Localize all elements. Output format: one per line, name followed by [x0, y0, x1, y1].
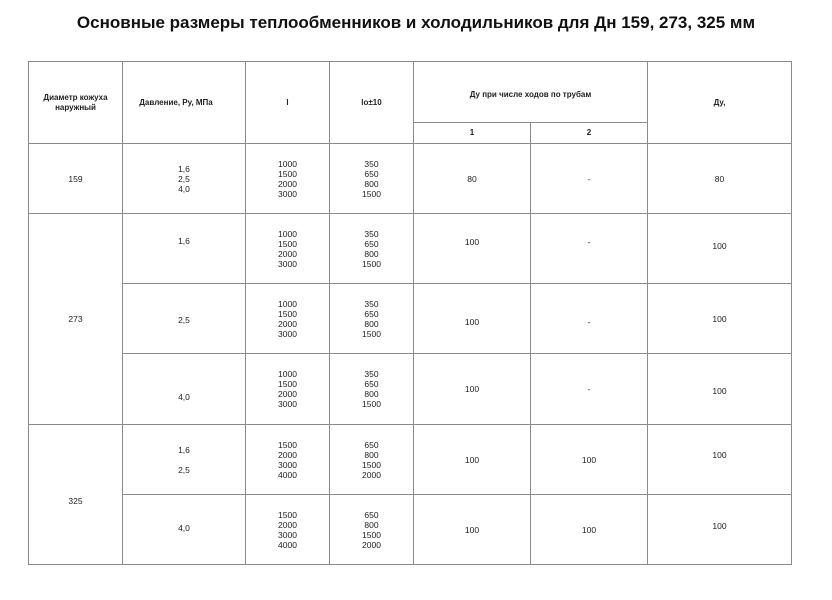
pressure-cell: 4,0: [178, 522, 190, 533]
table-border-bottom: [28, 564, 792, 565]
header-du: Ду,: [713, 97, 726, 107]
diameter-cell: 159: [68, 173, 83, 184]
header-pressure: [123, 62, 245, 143]
diameter-cell: 325: [68, 495, 83, 506]
du1-cell: 100: [464, 524, 480, 535]
page-title: Основные размеры теплообменников и холодильников для Дн 159, 273, 325 мм: [76, 13, 756, 32]
du1-cell: 100: [464, 237, 480, 247]
pressure-cell: 2,5: [178, 314, 190, 325]
l-cell: 1000 1500 2000 3000: [278, 158, 297, 199]
du2-cell: 100: [581, 524, 597, 535]
dimensions-table: [28, 61, 792, 565]
l-cell: 1000 1500 2000 3000: [278, 228, 297, 269]
l-cell: 1000 1500 2000 3000: [278, 298, 297, 339]
du2-cell: -: [587, 173, 591, 184]
du-cell: 100: [712, 313, 727, 324]
du1-cell: 100: [464, 384, 480, 394]
lo-cell: 350 650 800 1500: [362, 369, 381, 409]
l-cell: 1500 2000 3000 4000: [278, 509, 297, 550]
diameter-cell: 273: [68, 314, 83, 324]
lo-cell: 350 650 800 1500: [362, 158, 381, 199]
lo-cell: 350 650 800 1500: [362, 228, 381, 269]
table-border-right: [791, 61, 792, 565]
header-l: l: [286, 97, 289, 107]
du2-cell: 100: [581, 454, 597, 465]
du2-cell: -: [587, 237, 591, 247]
du1-cell: 100: [464, 316, 480, 327]
pressure-cell: 1,6 2,5 4,0: [178, 163, 190, 194]
du1-cell: 80: [467, 173, 477, 184]
du1-cell: 100: [464, 454, 480, 465]
header-pressure-label: Давление, Ру, МПа: [139, 97, 213, 107]
lo-cell: 350 650 800 1500: [362, 298, 381, 339]
lo-cell: 650 800 1500 2000: [362, 509, 381, 550]
header-du-passes: Ду при числе ходов по трубам: [469, 90, 592, 99]
header-pass-1: 1: [469, 128, 475, 137]
l-cell: 1500 2000 3000 4000: [278, 439, 297, 480]
du-cell: 100: [712, 520, 727, 531]
header-pass-2: 2: [586, 128, 592, 137]
du-cell: 100: [712, 386, 727, 396]
lo-cell: 650 800 1500 2000: [362, 439, 381, 480]
du2-cell: -: [587, 384, 591, 394]
header-diameter: Диаметр кожуха наружный: [43, 92, 108, 112]
l-cell: 1000 1500 2000 3000: [278, 369, 297, 409]
pressure-cell: 1,6: [178, 236, 190, 246]
pressure-cell: 4,0: [178, 392, 190, 402]
du-cell: 100: [712, 241, 727, 251]
header-lo: lo±10: [361, 97, 382, 107]
pressure-cell: 1,6 2,5: [178, 444, 190, 475]
du-cell: 100: [712, 449, 727, 460]
du-cell: 80: [714, 173, 725, 184]
du2-cell: -: [587, 316, 591, 327]
